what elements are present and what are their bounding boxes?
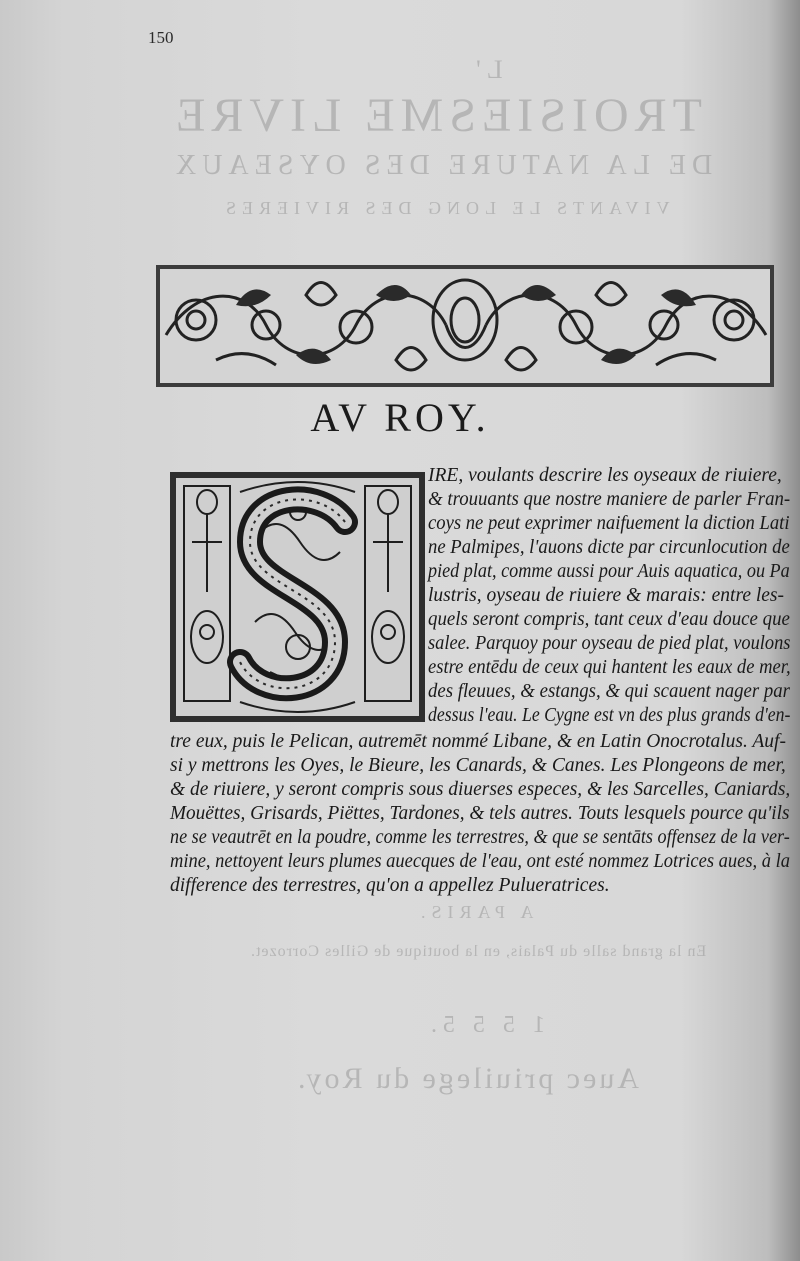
text-line: salee. Parquoy pour oyseau de pied plat, voulons — [428, 633, 791, 654]
ornamental-headpiece — [156, 265, 774, 387]
bleed-through-year: 1 5 5 5. — [425, 1012, 545, 1038]
page-number: 150 — [148, 28, 174, 47]
bleed-through-printer: En la grand salle du Palais, en la boutique de Gilles Corrozet. — [250, 943, 707, 960]
decorated-initial-s — [170, 472, 425, 722]
text-line: ne se veautrēt en la poudre, comme les terrestres, & que se sentāts offensez de la ver- — [170, 827, 790, 848]
text-line: Mouëttes, Grisards, Piëttes, Tardones, & tels autres. Touts lesquels pource qu'ils — [170, 803, 790, 824]
bleed-through-subtitle: DE LA NATURE DES OYSEAUX — [170, 150, 713, 181]
text-line: tre eux, puis le Pelican, autremēt nommé Libane, & en Latin Onocrotalus. Auf- — [170, 731, 786, 752]
text-line: si y mettrons les Oyes, le Bieure, les Canards, & Canes. Les Plongeons de mer, — [170, 755, 786, 776]
text-line: mine, nettoyent leurs plumes auecques de l'eau, ont esté nommez Lotrices aues, à la — [170, 851, 791, 872]
bleed-through-title: TROISIESME LIVRE — [170, 89, 702, 142]
text-line: & trouuants que nostre maniere de parler Fran- — [428, 489, 791, 510]
text-line: estre entēdu de ceux qui hantent les eaux de mer, — [428, 657, 791, 678]
text-line: pied plat, comme aussi pour Auis aquatica, ou Pa — [428, 561, 790, 582]
text-line: lustris, oyseau de riuiere & marais: entre les- — [428, 585, 785, 606]
dedication-title: AV ROY. — [310, 395, 490, 440]
text-line: dessus l'eau. Le Cygne est vn des plus grands d'en- — [428, 705, 791, 726]
text-line: des fleuues, & estangs, & qui scauent nager par — [428, 681, 790, 702]
text-line: & de riuiere, y seront compris sous diuerses especes, & les Sarcelles, Caniards, — [170, 779, 791, 800]
bleed-through-privilege: Auec priuilege du Roy. — [295, 1062, 639, 1095]
text-line: difference des terrestres, qu'on a appellez Pulueratrices. — [170, 875, 610, 896]
text-line: coys ne peut exprimer naifuement la diction Lati — [428, 513, 790, 534]
bleed-through-letter: L' — [470, 55, 503, 84]
bleed-through-subtitle-2: VIVANTS LE LONG DES RIVIERES — [220, 198, 670, 218]
text-line: ne Palmipes, l'auons dicte par circunlocution de — [428, 537, 790, 558]
text-line: IRE, voulants descrire les oyseaux de riuiere, — [428, 465, 782, 486]
text-line: quels seront compris, tant ceux d'eau douce que — [428, 609, 790, 630]
bleed-through-city: A PARIS. — [415, 902, 534, 922]
